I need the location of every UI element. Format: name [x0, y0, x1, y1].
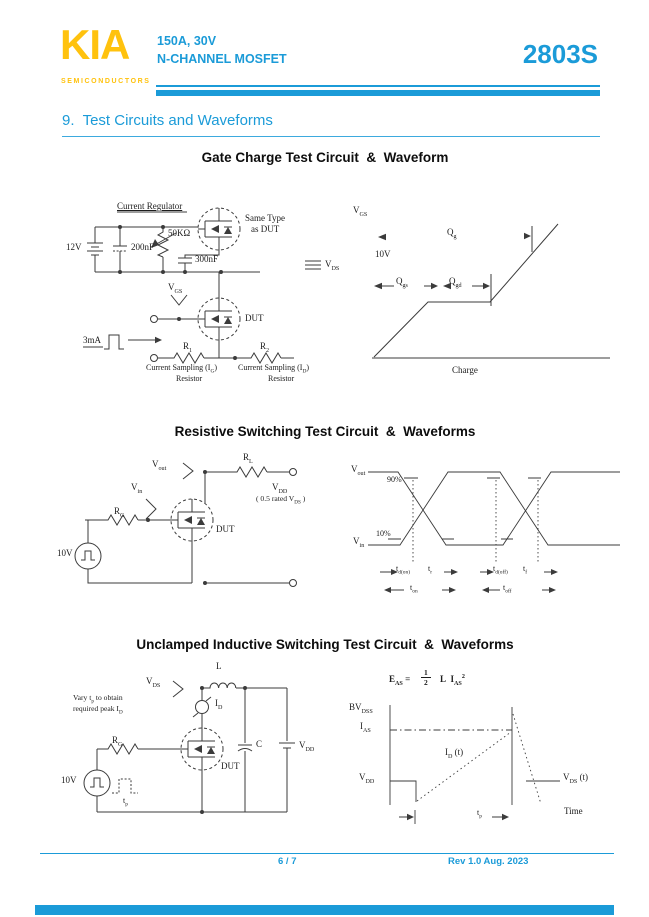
current-regulator-label: Current Regulator [117, 201, 183, 211]
vdd3-label: $V_{DD}$ [299, 740, 315, 753]
brand-logo: KIA [60, 21, 130, 68]
pot-50k-label: 50KΩ [168, 228, 191, 238]
tp-circuit-label: $t_p$ [123, 796, 128, 808]
same-type-label: Same Type [245, 213, 285, 223]
r1-caption-line2: Resistor [176, 374, 203, 383]
cap-300nf-label: 300nF [195, 254, 219, 264]
tr-label: $t_r$ [428, 564, 433, 576]
wave1-10v-label: 10V [375, 249, 391, 259]
r2-label: $R_2$ [260, 341, 270, 354]
vds-supply-label: $V_{DS}$ [325, 259, 340, 272]
dut-label: DUT [245, 313, 264, 323]
td-off-label: $t_{d(off)}$ [493, 564, 508, 576]
footer-bar [35, 905, 614, 915]
cap-c-label: C [256, 739, 263, 749]
id-t-label: $I_D$ (t) [445, 747, 464, 760]
tf-label: $t_f$ [523, 564, 528, 576]
gen3-10v-label: 10V [61, 775, 77, 785]
wave2-90pct-label: 90% [387, 475, 402, 484]
vary-note-line1: Vary $t_p$ to obtain [73, 693, 123, 705]
gate-charge-waveform-art [372, 224, 610, 358]
junction-dots-and-arrows [118, 225, 558, 820]
wave2-vout-label: $V_{out}$ [351, 464, 366, 477]
td-on-label: $t_{d(on)}$ [396, 564, 411, 576]
eas-formula-lhs: $E_{AS}$ = [389, 674, 411, 687]
uis-title: Unclamped Inductive Switching Test Circuit & Waveforms [136, 637, 514, 652]
vout-probe-label: $V_{out}$ [152, 459, 167, 472]
device-type: N-CHANNEL MOSFET [157, 52, 287, 66]
wave3-vdd-label: $V_{DD}$ [359, 772, 375, 785]
rg-label: $R_G$ [114, 506, 125, 519]
gate-charge-title: Gate Charge Test Circuit & Waveform [201, 150, 449, 165]
device-rating: 150A, 30V [157, 34, 217, 48]
section-heading-rule [62, 136, 600, 137]
vdd-label: $V_{DD}$ [272, 482, 288, 495]
qg-label: $Q_g$ [447, 227, 457, 240]
section-heading: 9. Test Circuits and Waveforms [62, 112, 273, 129]
eas-formula-rhs: L $I_{AS}^2$ [440, 674, 465, 687]
vin-probe-label: $V_{in}$ [131, 482, 143, 495]
r1-caption-line1: Current Sampling $(I_G)$ [146, 363, 218, 375]
wave2-vin-label: $V_{in}$ [353, 536, 365, 549]
resistive-circuit-art [75, 463, 297, 587]
dut2-label: DUT [216, 524, 235, 534]
header-rule-thin [156, 85, 600, 87]
id-sensor-label: $I_D$ [215, 698, 223, 711]
page-number: 6 / 7 [278, 856, 297, 867]
resistive-title: Resistive Switching Test Circuit & Waveforms [174, 424, 476, 439]
qgd-label: $Q_{gd}$ [449, 276, 462, 289]
footer-rule [40, 853, 614, 854]
bvdss-label: $BV_{DSS}$ [349, 702, 373, 715]
uis-waveform-art [390, 705, 560, 824]
gate-current-label: 3mA [83, 335, 101, 345]
gen2-10v-label: 10V [57, 548, 73, 558]
qgs-label: $Q_{gs}$ [396, 276, 408, 289]
fraction-denominator: 2 [424, 678, 428, 687]
charge-axis-label: Charge [452, 365, 478, 375]
tp-waveform-label: $t_p$ [477, 808, 482, 820]
wave1-vgs-label: $V_{GS}$ [353, 205, 368, 218]
r1-label: $R_1$ [183, 341, 193, 354]
r2-caption-line1: Current Sampling $(I_D)$ [238, 363, 310, 375]
vary-note-line2: required peak $I_D$ [73, 704, 123, 716]
rl-label: $R_L$ [243, 452, 253, 465]
vgs-probe-label: $V_{GS}$ [168, 282, 183, 295]
toff-label: $t_{off}$ [503, 583, 512, 595]
rg3-label: $R_G$ [112, 735, 123, 748]
vdd-note-label: ( 0.5 rated $V_{DS}$ ) [256, 494, 306, 506]
header-rule-thick [156, 90, 600, 96]
eas-fraction [421, 668, 431, 687]
r2-caption-line2: Resistor [268, 374, 295, 383]
as-dut-label: as DUT [251, 224, 280, 234]
vds-t-label: $V_{DS}$ (t) [563, 772, 589, 785]
gate-charge-circuit-art [83, 208, 321, 363]
revision-label: Rev 1.0 Aug. 2023 [448, 856, 529, 867]
brand-logo-subtitle: SEMICONDUCTORS [61, 78, 151, 85]
ias-label: $I_{AS}$ [360, 721, 371, 734]
part-number: 2803S [522, 39, 598, 69]
wave2-10pct-label: 10% [376, 529, 391, 538]
cap-200nf-label: 200nF [131, 242, 155, 252]
fraction-numerator: 1 [421, 668, 431, 678]
vds3-probe-label: $V_{DS}$ [146, 676, 161, 689]
ton-label: $t_{on}$ [410, 583, 418, 595]
dut3-label: DUT [221, 761, 240, 771]
time-axis-label: Time [564, 806, 583, 816]
inductor-label: L [216, 661, 222, 671]
supply-12v-label: 12V [66, 242, 82, 252]
